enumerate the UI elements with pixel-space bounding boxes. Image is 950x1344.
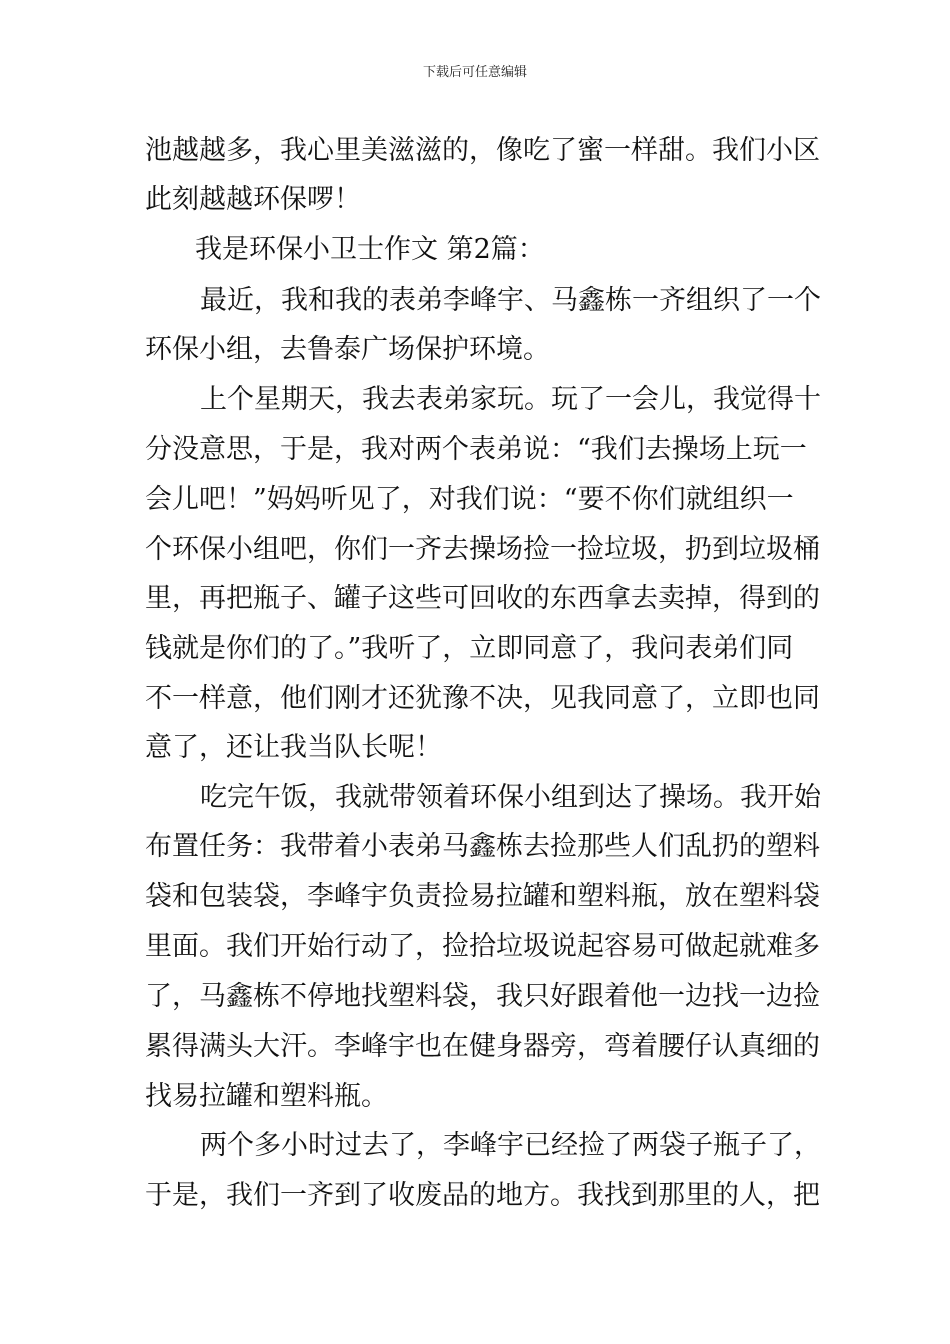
text-line: 里，再把瓶子、罐子这些可回收的东西拿去卖掉，得到的	[145, 583, 820, 614]
text-line: 于是，我们一齐到了收废品的地方。我找到那里的人，把	[145, 1180, 820, 1211]
text-line: 会儿吧！”妈妈听见了，对我们说：“要不你们就组织一	[145, 484, 794, 515]
text-line: 找易拉罐和塑料瓶。	[145, 1081, 388, 1112]
text-line: 累得满头大汗。李峰宇也在健身器旁，弯着腰仔认真细的	[145, 1031, 820, 1062]
text-line: 最近，我和我的表弟李峰宇、马鑫栋一齐组织了一个	[200, 285, 821, 316]
text-line: 上个星期天，我去表弟家玩。玩了一会儿，我觉得十	[200, 384, 821, 415]
text-line: 池越越多，我心里美滋滋的，像吃了蜜一样甜。我们小区	[145, 135, 820, 166]
text-line: 环保小组，去鲁泰广场保护环境。	[145, 334, 550, 365]
text-line: 意了，还让我当队长呢！	[145, 732, 442, 763]
text-line: 此刻越越环保啰！	[145, 184, 361, 215]
text-line: 个环保小组吧，你们一齐去操场捡一捡垃圾，扔到垃圾桶	[145, 534, 820, 565]
text-line: 里面。我们开始行动了，捡拾垃圾说起容易可做起就难多	[145, 931, 820, 962]
text-line: 吃完午饭，我就带领着环保小组到达了操场。我开始	[200, 782, 821, 813]
page-header: 下载后可任意编辑	[422, 65, 527, 80]
text-line: 了，马鑫栋不停地找塑料袋，我只好跟着他一边找一边捡	[145, 981, 820, 1012]
text-line: 布置任务：我带着小表弟马鑫栋去捡那些人们乱扔的塑料	[145, 831, 820, 862]
text-line: 钱就是你们的了。”我听了，立即同意了，我问表弟们同	[145, 633, 794, 664]
text-line: 不一样意，他们刚才还犹豫不决，见我同意了，立即也同	[145, 683, 820, 714]
text-line: 两个多小时过去了，李峰宇已经捡了两袋子瓶子了，	[200, 1130, 821, 1161]
text-line: 袋和包装袋，李峰宇负责捡易拉罐和塑料瓶，放在塑料袋	[145, 881, 820, 912]
text-line: 分没意思，于是，我对两个表弟说：“我们去操场上玩一	[145, 434, 807, 465]
section-heading: 我是环保小卫士作文 第2篇：	[195, 234, 545, 265]
